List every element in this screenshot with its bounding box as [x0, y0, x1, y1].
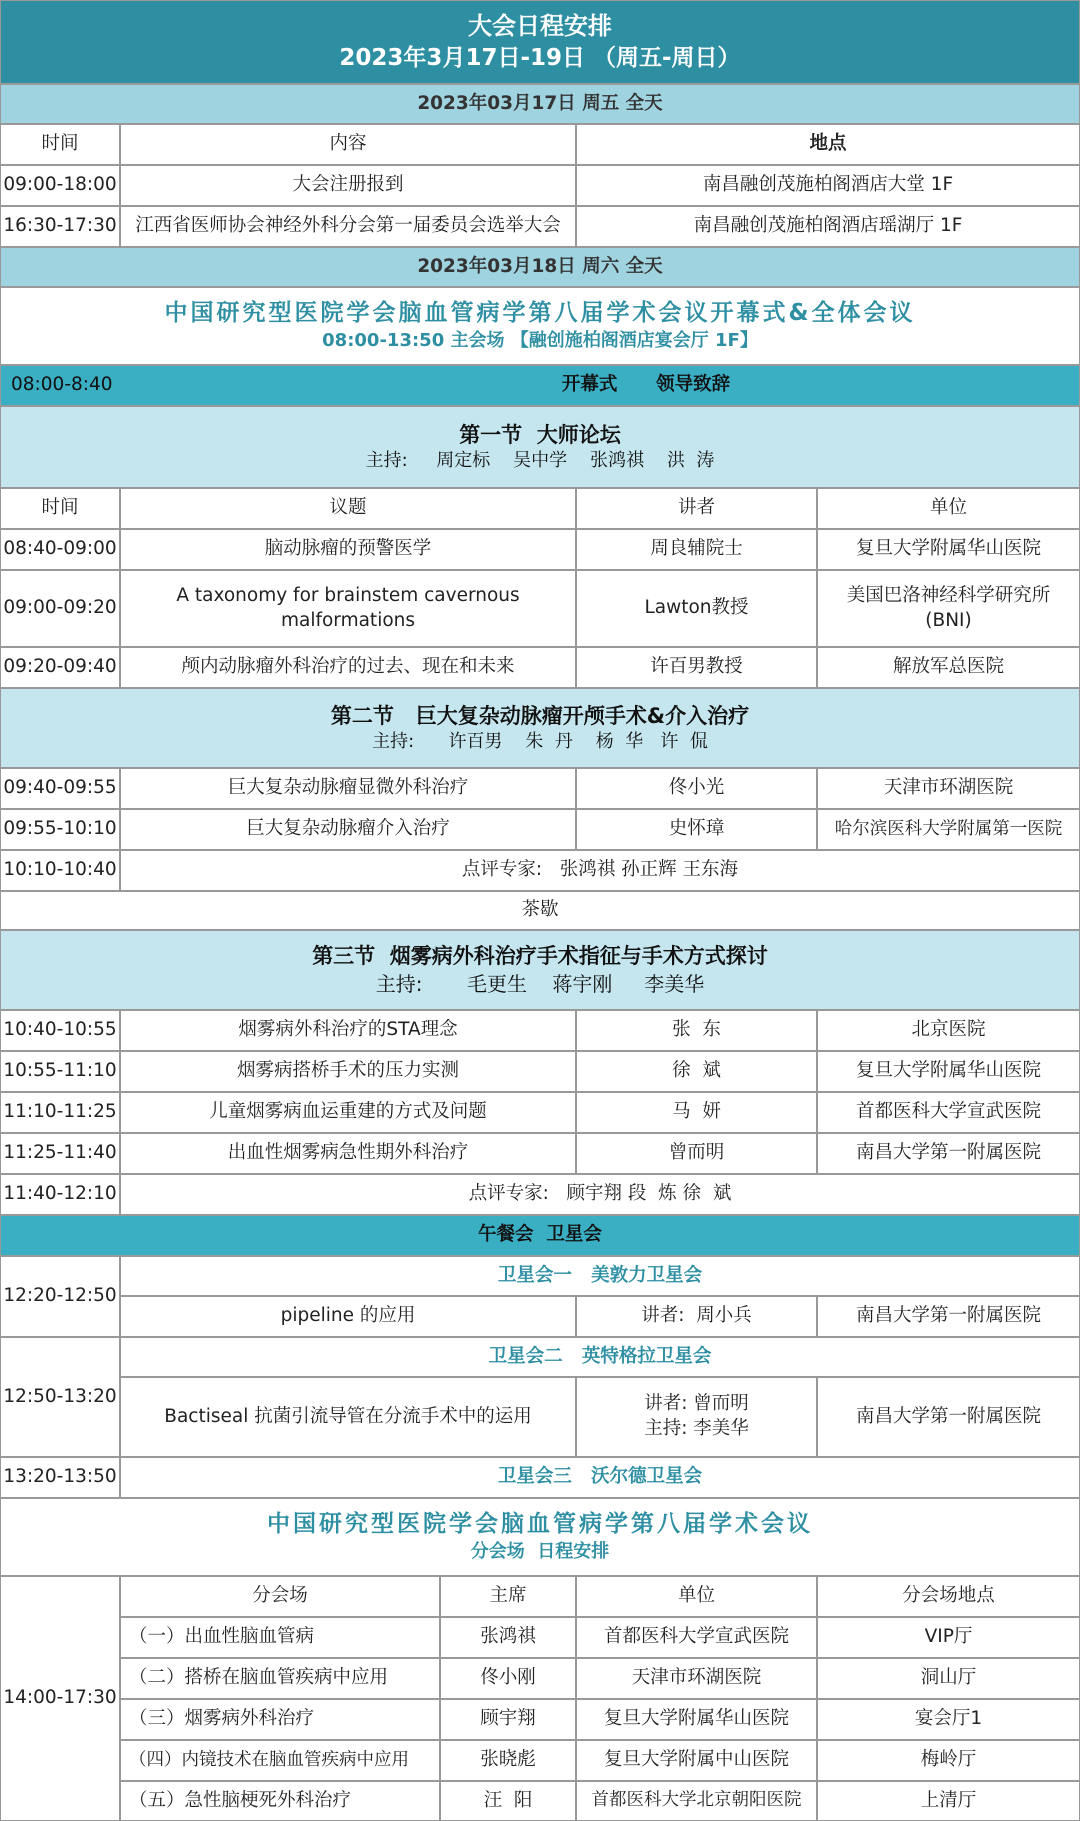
talk-topic: 颅内动脉瘤外科治疗的过去、现在和未来 [120, 647, 576, 688]
sat1-time: 12:20-12:50 [0, 1256, 120, 1337]
day2-label: 2023年03月18日 周六 全天 [0, 247, 1080, 287]
opening-title: 中国研究型医院学会脑血管病学第八届学术会议开幕式&全体会议 [164, 300, 916, 327]
breakout-subtitle: 分会场 日程安排 [470, 1541, 610, 1563]
breakout-col-venue: 分会场 [120, 1576, 440, 1617]
schedule-title: 大会日程安排 [468, 12, 612, 41]
sat2-unit: 南昌大学第一附属医院 [817, 1377, 1080, 1457]
talk-time: 09:00-09:20 [0, 570, 120, 647]
day1-row-time: 16:30-17:30 [0, 206, 120, 247]
breakout-chair: 顾宇翔 [440, 1699, 576, 1740]
day1-row-place: 南昌融创茂施柏阁酒店瑶湖厅 1F [576, 206, 1080, 247]
talk-unit: 南昌大学第一附属医院 [817, 1133, 1080, 1174]
section3-hosts: 主持: 毛更生 蒋宇刚 李美华 [375, 971, 705, 996]
tea-break: 茶歇 [0, 891, 1080, 930]
section1-header [0, 406, 1080, 488]
opening-time: 08:00-8:40 [11, 374, 113, 396]
section1-title: 第一节 大师论坛 [459, 422, 621, 447]
sat1-unit: 南昌大学第一附属医院 [817, 1296, 1080, 1337]
section2-title: 第二节 巨大复杂动脉瘤开颅手术&介入治疗 [330, 703, 750, 728]
talk-unit: 复旦大学附属华山医院 [817, 529, 1080, 570]
breakout-room: VIP厅 [817, 1617, 1080, 1658]
talk-speaker: 马 妍 [576, 1092, 817, 1133]
breakout-venue: （一）出血性脑血管病 [120, 1617, 440, 1658]
breakout-venue: （五）急性脑梗死外科治疗 [120, 1781, 440, 1821]
day1-row-time: 09:00-18:00 [0, 165, 120, 206]
talk-speaker: 史怀璋 [576, 809, 817, 850]
schedule-header [0, 0, 1080, 84]
talk-time: 09:55-10:10 [0, 809, 120, 850]
section1-hosts: 主持: 周定标 吴中学 张鸿祺 洪 涛 [365, 450, 715, 472]
day1-col-place: 地点 [576, 124, 1080, 165]
breakout-chair: 佟小刚 [440, 1658, 576, 1699]
sat1-topic: pipeline 的应用 [120, 1296, 576, 1337]
talk-unit: 天津市环湖医院 [817, 768, 1080, 809]
breakout-header [0, 1498, 1080, 1576]
day1-col-content: 内容 [120, 124, 576, 165]
breakout-unit: 复旦大学附属中山医院 [576, 1740, 817, 1781]
section2-hosts: 主持: 许百男 朱 丹 杨 华 许 侃 [372, 731, 708, 753]
breakout-venue: （四）内镜技术在脑血管疾病中应用 [120, 1740, 440, 1781]
breakout-chair: 张晓彪 [440, 1740, 576, 1781]
talk-speaker: 许百男教授 [576, 647, 817, 688]
talk-topic: 巨大复杂动脉瘤介入治疗 [120, 809, 576, 850]
talk-topic: 出血性烟雾病急性期外科治疗 [120, 1133, 576, 1174]
sat2-topic: Bactiseal 抗菌引流导管在分流手术中的运用 [120, 1377, 576, 1457]
sat2-time: 12:50-13:20 [0, 1337, 120, 1457]
section2-header [0, 688, 1080, 768]
section3-title: 第三节 烟雾病外科治疗手术指征与手术方式探讨 [312, 944, 768, 969]
sat1-speaker: 讲者: 周小兵 [576, 1296, 817, 1337]
day1-row-content: 江西省医师协会神经外科分会第一届委员会选举大会 [120, 206, 576, 247]
col-unit: 单位 [817, 488, 1080, 529]
talk-unit: 美国巴洛神经科学研究所 (BNI) [817, 570, 1080, 647]
talk-speaker: Lawton教授 [576, 570, 817, 647]
talk-unit: 哈尔滨医科大学附属第一医院 [817, 809, 1080, 850]
breakout-col-room: 分会场地点 [817, 1576, 1080, 1617]
sat2-speaker: 讲者: 曾而明 主持: 李美华 [576, 1377, 817, 1457]
breakout-col-unit: 单位 [576, 1576, 817, 1617]
breakout-room: 梅岭厅 [817, 1740, 1080, 1781]
review-time: 11:40-12:10 [0, 1174, 120, 1215]
col-topic: 议题 [120, 488, 576, 529]
talk-topic: 巨大复杂动脉瘤显微外科治疗 [120, 768, 576, 809]
talk-time: 08:40-09:00 [0, 529, 120, 570]
talk-speaker: 曾而明 [576, 1133, 817, 1174]
talk-time: 09:20-09:40 [0, 647, 120, 688]
day1-row-place: 南昌融创茂施柏阁酒店大堂 1F [576, 165, 1080, 206]
breakout-venue: （二）搭桥在脑血管疾病中应用 [120, 1658, 440, 1699]
breakout-unit: 首都医科大学北京朝阳医院 [576, 1781, 817, 1821]
talk-speaker: 佟小光 [576, 768, 817, 809]
breakout-col-chair: 主席 [440, 1576, 576, 1617]
opening-row [0, 365, 1080, 406]
sat1-title: 卫星会一 美敦力卫星会 [120, 1256, 1080, 1296]
talk-time: 09:40-09:55 [0, 768, 120, 809]
talk-speaker: 周良辅院士 [576, 529, 817, 570]
talk-topic: A taxonomy for brainstem cavernous malformations [120, 570, 576, 647]
col-speaker: 讲者 [576, 488, 817, 529]
day1-label: 2023年03月17日 周五 全天 [0, 84, 1080, 124]
breakout-room: 宴会厅1 [817, 1699, 1080, 1740]
breakout-venue: （三）烟雾病外科治疗 [120, 1699, 440, 1740]
breakout-chair: 张鸿祺 [440, 1617, 576, 1658]
talk-unit: 北京医院 [817, 1010, 1080, 1051]
talk-time: 10:40-10:55 [0, 1010, 120, 1051]
sat3-time: 13:20-13:50 [0, 1457, 120, 1498]
breakout-title: 中国研究型医院学会脑血管病学第八届学术会议 [267, 1511, 813, 1538]
breakout-room: 洞山厅 [817, 1658, 1080, 1699]
talk-topic: 脑动脉瘤的预警医学 [120, 529, 576, 570]
talk-unit: 解放军总医院 [817, 647, 1080, 688]
breakout-unit: 复旦大学附属华山医院 [576, 1699, 817, 1740]
opening-subtitle: 08:00-13:50 主会场 【融创施柏阁酒店宴会厅 1F】 [322, 330, 758, 352]
talk-time: 10:55-11:10 [0, 1051, 120, 1092]
schedule-dates: 2023年3月17日-19日 （周五-周日） [339, 44, 741, 71]
review-experts: 点评专家: 张鸿祺 孙正辉 王东海 [120, 850, 1080, 891]
breakout-chair: 汪 阳 [440, 1781, 576, 1821]
talk-topic: 烟雾病搭桥手术的压力实测 [120, 1051, 576, 1092]
section3-header [0, 930, 1080, 1010]
lunch-title: 午餐会 卫星会 [0, 1215, 1080, 1256]
talk-speaker: 张 东 [576, 1010, 817, 1051]
sat3-title: 卫星会三 沃尔德卫星会 [120, 1457, 1080, 1498]
talk-unit: 首都医科大学宣武医院 [817, 1092, 1080, 1133]
talk-time: 11:25-11:40 [0, 1133, 120, 1174]
day1-row-content: 大会注册报到 [120, 165, 576, 206]
talk-topic: 儿童烟雾病血运重建的方式及问题 [120, 1092, 576, 1133]
review-time: 10:10-10:40 [0, 850, 120, 891]
talk-topic: 烟雾病外科治疗的STA理念 [120, 1010, 576, 1051]
breakout-unit: 天津市环湖医院 [576, 1658, 817, 1699]
day1-col-time: 时间 [0, 124, 120, 165]
col-time: 时间 [0, 488, 120, 529]
talk-time: 11:10-11:25 [0, 1092, 120, 1133]
sat2-title: 卫星会二 英特格拉卫星会 [120, 1337, 1080, 1377]
breakout-time: 14:00-17:30 [0, 1576, 120, 1821]
review-experts: 点评专家: 顾宇翔 段 炼 徐 斌 [120, 1174, 1080, 1215]
talk-speaker: 徐 斌 [576, 1051, 817, 1092]
opening-label: 开幕式 领导致辞 [561, 374, 731, 396]
breakout-room: 上清厅 [817, 1781, 1080, 1821]
talk-unit: 复旦大学附属华山医院 [817, 1051, 1080, 1092]
breakout-unit: 首都医科大学宣武医院 [576, 1617, 817, 1658]
opening-block [0, 287, 1080, 365]
